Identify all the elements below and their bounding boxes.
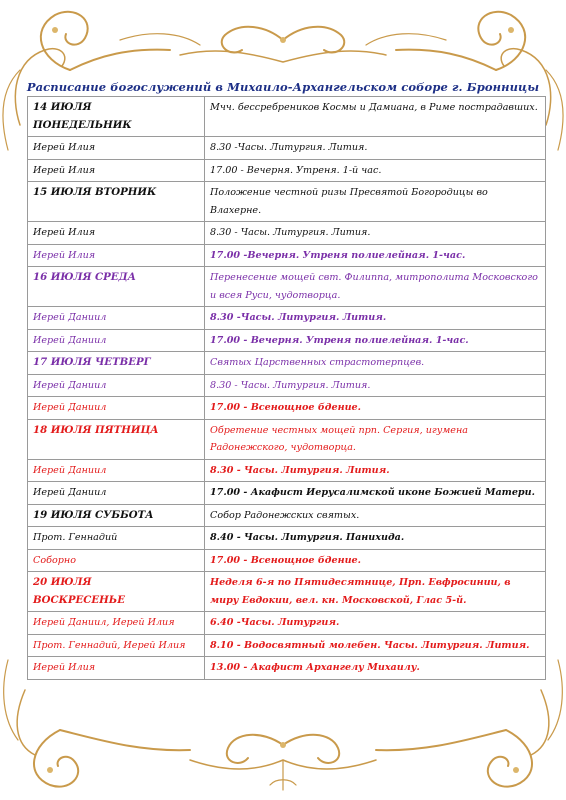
clergy-cell: Иерей Даниил, Иерей Илия [28, 612, 205, 635]
service-cell: 17.00 - Всенощное бдение. [205, 549, 546, 572]
page-title: Расписание богослужений в Михаило-Архангельском соборе г. Бронницы [26, 80, 540, 94]
day-header-row [28, 267, 546, 307]
feast-cell: Положение честной ризы Пресвятой Богородицы во Влахерне. [205, 182, 546, 222]
service-cell: 13.00 - Акафист Архангелу Михаилу. [205, 657, 546, 680]
service-row [28, 527, 546, 550]
day-label: 14 ИЮЛЯ ПОНЕДЕЛЬНИК [28, 97, 205, 137]
day-label: 16 ИЮЛЯ СРЕДА [28, 267, 205, 307]
clergy-cell: Иерей Илия [28, 222, 205, 245]
clergy-cell: Соборно [28, 549, 205, 572]
service-cell: 6.40 -Часы. Литургия. [205, 612, 546, 635]
clergy-cell: Иерей Илия [28, 657, 205, 680]
service-row [28, 222, 546, 245]
clergy-cell: Иерей Даниил [28, 459, 205, 482]
feast-cell: Неделя 6-я по Пятидесятнице, Прп. Евфросинии, в миру Евдокии, вел. кн. Московской, Глас 5-й. [205, 572, 546, 612]
service-row [28, 459, 546, 482]
feast-cell: Обретение честных мощей прп. Сергия, игумена Радонежского, чудотворца. [205, 419, 546, 459]
service-cell: 8.30 -Часы. Литургия. Лития. [205, 307, 546, 330]
service-row [28, 374, 546, 397]
clergy-cell: Иерей Илия [28, 159, 205, 182]
service-row [28, 307, 546, 330]
service-cell: 17.00 -Вечерня. Утреня полиелейная. 1-час. [205, 244, 546, 267]
clergy-cell: Иерей Даниил [28, 374, 205, 397]
service-row [28, 657, 546, 680]
clergy-cell: Прот. Геннадий, Иерей Илия [28, 634, 205, 657]
clergy-cell: Иерей Даниил [28, 329, 205, 352]
service-cell: 17.00 - Акафист Иерусалимской иконе Божией Матери. [205, 482, 546, 505]
service-cell: 17.00 - Вечерня. Утреня. 1-й час. [205, 159, 546, 182]
day-label: 17 ИЮЛЯ ЧЕТВЕРГ [28, 352, 205, 375]
day-label: 18 ИЮЛЯ ПЯТНИЦА [28, 419, 205, 459]
day-label: 15 ИЮЛЯ ВТОРНИК [28, 182, 205, 222]
clergy-cell: Прот. Геннадий [28, 527, 205, 550]
day-label: 20 ИЮЛЯ ВОСКРЕСЕНЬЕ [28, 572, 205, 612]
service-row [28, 612, 546, 635]
service-row [28, 244, 546, 267]
service-row [28, 549, 546, 572]
feast-cell: Мчч. бессребреников Космы и Дамиана, в Риме пострадавших. [205, 97, 546, 137]
schedule-table [27, 96, 546, 680]
service-row [28, 159, 546, 182]
feast-cell: Перенесение мощей свт. Филиппа, митрополита Московского и всея Руси, чудотворца. [205, 267, 546, 307]
day-header-row [28, 572, 546, 612]
service-row [28, 397, 546, 420]
service-cell: 8.30 - Часы. Литургия. Лития. [205, 374, 546, 397]
service-cell: 8.40 - Часы. Литургия. Панихида. [205, 527, 546, 550]
day-header-row [28, 352, 546, 375]
day-header-row [28, 97, 546, 137]
clergy-cell: Иерей Илия [28, 244, 205, 267]
service-cell: 17.00 - Всенощное бдение. [205, 397, 546, 420]
clergy-cell: Иерей Даниил [28, 482, 205, 505]
service-row [28, 329, 546, 352]
service-cell: 8.30 -Часы. Литургия. Лития. [205, 137, 546, 160]
service-cell: 8.30 - Часы. Литургия. Лития. [205, 459, 546, 482]
day-header-row [28, 419, 546, 459]
clergy-cell: Иерей Илия [28, 137, 205, 160]
clergy-cell: Иерей Даниил [28, 397, 205, 420]
service-row [28, 482, 546, 505]
service-cell: 8.30 - Часы. Литургия. Лития. [205, 222, 546, 245]
feast-cell: Собор Радонежских святых. [205, 504, 546, 527]
service-row [28, 137, 546, 160]
day-header-row [28, 182, 546, 222]
service-cell: 8.10 - Водосвятный молебен. Часы. Литургия. Лития. [205, 634, 546, 657]
service-cell: 17.00 - Вечерня. Утреня полиелейная. 1-час. [205, 329, 546, 352]
clergy-cell: Иерей Даниил [28, 307, 205, 330]
day-header-row [28, 504, 546, 527]
day-label: 19 ИЮЛЯ СУББОТА [28, 504, 205, 527]
feast-cell: Святых Царственных страстотерпцев. [205, 352, 546, 375]
service-row [28, 634, 546, 657]
